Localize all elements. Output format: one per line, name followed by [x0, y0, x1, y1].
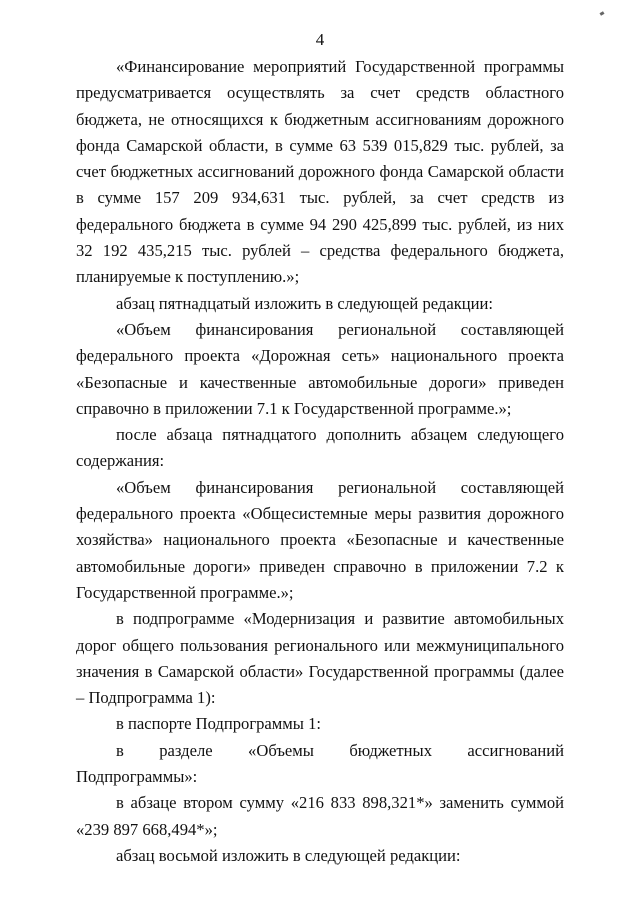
scan-mark: [600, 11, 605, 16]
paragraph-road-network-quote: «Объем финансирования региональной составляющей федерального проекта «Дорожная сеть» национального проекта «Безопасные и качественные автомобильные дороги» приведен справочно в приложении 7.1 к Государственной программе.»;: [76, 319, 564, 418]
paragraph-section-volumes: в разделе «Объемы бюджетных ассигнований Подпрограммы»:: [76, 740, 564, 787]
paragraph-system-measures-quote: «Объем финансирования региональной составляющей федерального проекта «Общесистемные меры развития дорожного хозяйства» национального проекта «Безопасные и качественные автомобильные дороги» приведен справочно в приложении 7.2 к Государственной программе.»;: [76, 477, 564, 602]
paragraph-instruction-eighth: абзац восьмой изложить в следующей редакции:: [116, 845, 461, 865]
paragraph-replace-sum: в абзаце втором сумму «216 833 898,321*» заменить суммой «239 897 668,494*»;: [76, 793, 564, 839]
page-number: 4: [315, 30, 325, 49]
paragraph-passport: в паспорте Подпрограммы 1:: [116, 714, 322, 734]
paragraph-instruction-add: после абзаца пятнадцатого дополнить абзацем следующего содержания:: [76, 425, 564, 471]
paragraph-subprogram-intro: в подпрограмме «Модернизация и развитие автомобильных дорог общего пользования регионального или межмуниципального значения в Самарской области» Государственной программы (далее – Подпрограмма 1):: [76, 609, 564, 708]
paragraph-financing-quote: «Финансирование мероприятий Государственной программы предусматривается осуществлять за счет средств областного бюджета, не относящихся к бюджетным ассигнованиям дорожного фонда Самарской области, в сумме 63 539 015,829 тыс. рублей, за счет бюджетных ассигнований дорожного фонда Самарской области в сумме 157 209 934,631 тыс. рублей, за счет средств из федерального бюджета в сумме 94 290 425,899 тыс. рублей, из них 32 192 435,215 тыс. рублей – средства федерального бюджета, планируемые к поступлению.»;: [76, 57, 564, 287]
paragraph-instruction-fifteenth: абзац пятнадцатый изложить в следующей редакции:: [116, 293, 494, 313]
document-body: [76, 54, 564, 869]
